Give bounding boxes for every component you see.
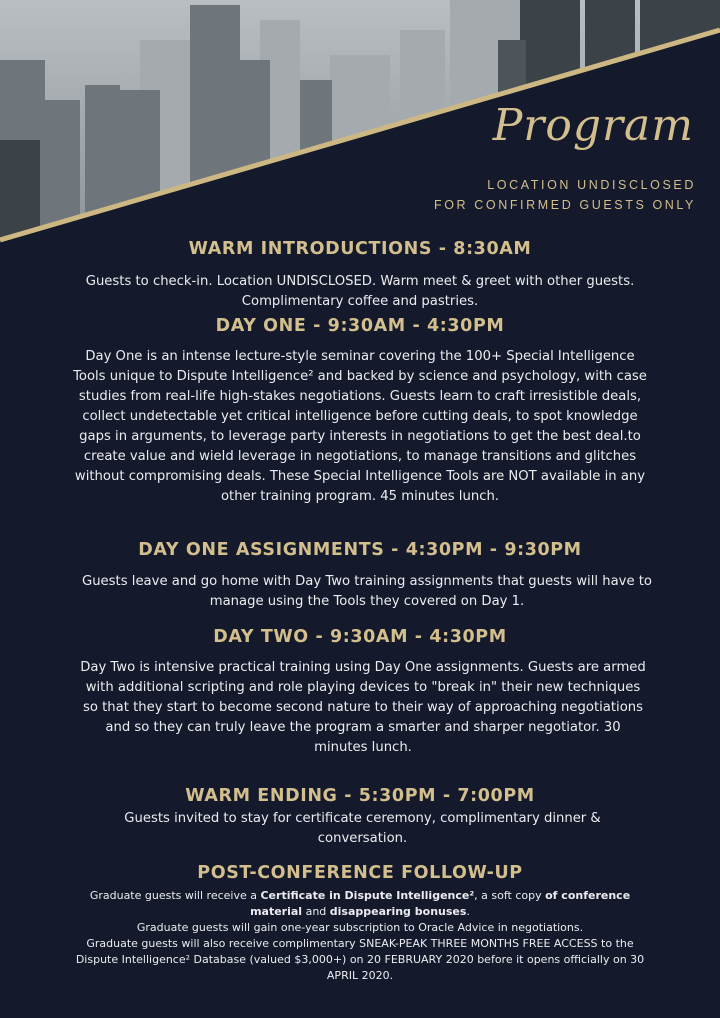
day-two-heading: DAY TWO - 9:30AM - 4:30PM (213, 627, 507, 647)
post-conference-database-note: Graduate guests will also receive complimentary SNEAK-PEAK THREE MONTHS FREE ACCESS to the Dispute Intelligence² Database (valued $3,000+) on 20 FEBRUARY 2020 before it opens officially on 30 APRIL 2020. (75, 937, 645, 982)
certificate-name: Certificate in Dispute Intelligence² (260, 889, 475, 902)
day-one-assignments-body: Guests leave and go home with Day Two training assignments that guests will have to manage using the Tools they covered on Day 1. (81, 574, 653, 609)
disappearing-bonuses: disappearing bonuses (329, 905, 467, 918)
text-segment: , a soft copy (474, 889, 546, 902)
post-conference-subscription-note: Graduate guests will gain one-year subscription to Oracle Advice in negotiations. (136, 921, 584, 934)
location-note-line1: LOCATION UNDISCLOSED (487, 178, 696, 192)
location-note-line2: FOR CONFIRMED GUESTS ONLY (433, 198, 696, 212)
warm-ending-heading: WARM ENDING - 5:30PM - 7:00PM (185, 786, 535, 806)
day-two-body: Day Two is intensive practical training using Day One assignments. Guests are armed with additional scripting and role playing devices to "break in" their new techniques so that they start to become second nature to their way of approaching negotiations and so they can truly leave the program a smarter and sharper negotiator. 30 minutes lunch. (80, 660, 646, 755)
post-conference-body (70, 888, 650, 984)
warm-ending-body: Guests invited to stay for certificate ceremony, complimentary dinner & conversation. (124, 811, 601, 846)
post-conference-certificate-note (70, 888, 650, 920)
text-segment: and (302, 905, 330, 918)
day-one-assignments-heading: DAY ONE ASSIGNMENTS - 4:30PM - 9:30PM (138, 540, 582, 560)
text-segment: . (466, 905, 470, 918)
program-title: Program (492, 100, 694, 151)
warm-introductions-body: Guests to check-in. Location UNDISCLOSED. Warm meet & greet with other guests. Complimentary coffee and pastries. (85, 274, 635, 309)
text-segment: Graduate guests will receive a (89, 889, 261, 902)
day-one-heading: DAY ONE - 9:30AM - 4:30PM (215, 316, 505, 336)
conference-material: of conference material (250, 889, 631, 918)
day-one-body: Day One is an intense lecture-style seminar covering the 100+ Special Intelligence Tools unique to Dispute Intelligence² and backed by science and psychology, with case studies from real-life high-stakes negotiations. Guests learn to craft irresistible deals, collect undetectable yet critical intelligence before cutting deals, to spot knowledge gaps in arguments, to leverage party interests in negotiations to get the best deal.to create value and wield leverage in negotiations, to manage transitions and glitches without compromising deals. These Special Intelligence Tools are NOT available in any other training program. 45 minutes lunch. (73, 349, 647, 504)
warm-introductions-heading: WARM INTRODUCTIONS - 8:30AM (188, 239, 532, 259)
post-conference-heading: POST-CONFERENCE FOLLOW-UP (197, 863, 523, 883)
